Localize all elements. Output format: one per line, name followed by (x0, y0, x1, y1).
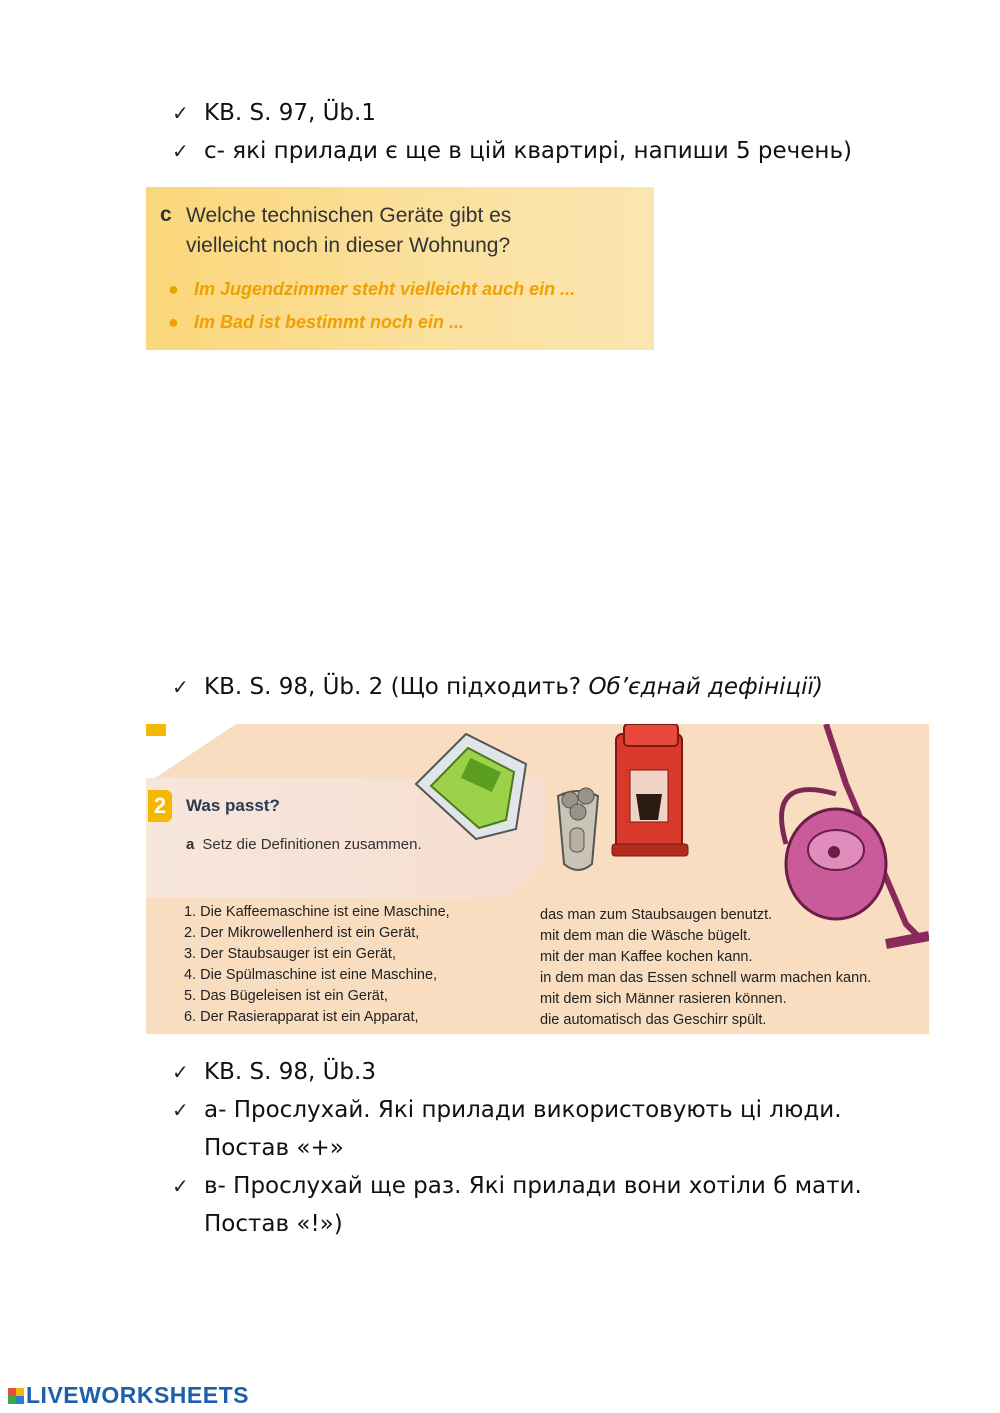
checklist-item (172, 1167, 924, 1243)
check-icon: ✓ (172, 1098, 189, 1122)
list-item: mit dem sich Männer rasieren können. (540, 991, 787, 1007)
item-text: KB. S. 98, Üb.3 (204, 1059, 376, 1085)
list-item: in dem man das Essen schnell warm machen kann. (540, 970, 872, 986)
exercise-question: Welche technischen Geräte gibt es vielleicht noch in dieser Wohnung? (186, 204, 512, 257)
liveworksheets-logo[interactable] (8, 1382, 249, 1409)
item-text: KB. S. 98, Üb. 2 (Що підходить? Об’єднай дефініції) (204, 674, 823, 700)
item-text: в- Прослухай ще раз. Які прилади вони хотіли б мати. Постав «!») (204, 1173, 862, 1237)
list-item: das man zum Staubsaugen benutzt. (540, 907, 773, 923)
item-text: KB. S. 97, Üb.1 (204, 100, 376, 126)
bullet-icon: ● (168, 312, 179, 332)
exercise-letter: c (160, 203, 172, 226)
list-item: 6. Der Rasierapparat ist ein Apparat, (184, 1009, 419, 1025)
check-icon: ✓ (172, 675, 189, 699)
list-item: mit dem man die Wäsche bügelt. (540, 928, 752, 944)
list-item: 5. Das Bügeleisen ist ein Gerät, (184, 988, 388, 1004)
check-icon: ✓ (172, 101, 189, 125)
bullet-icon: ● (168, 279, 179, 299)
item-text: а- Прослухай. Які прилади використовують ці люди. Постав «+» (204, 1097, 842, 1161)
coffee-machine-icon (612, 724, 688, 856)
exercise-title: Was passt? (186, 796, 280, 815)
check-icon: ✓ (172, 1174, 189, 1198)
exercise-bullet: ● Im Jugendzimmer steht vielleicht auch ein ... (168, 279, 576, 299)
exercise-2-box (146, 724, 929, 1034)
exercise-bullet: ● Im Bad ist bestimmt noch ein ... (168, 312, 465, 332)
logo-text: LIVEWORKSHEETS (26, 1382, 249, 1408)
definitions-left (184, 902, 450, 1028)
logo-icon (8, 1388, 24, 1404)
item-text: c- які прилади є ще в цій квартирі, напиши 5 речень) (204, 138, 852, 164)
list-item: 1. Die Kaffeemaschine ist eine Maschine, (184, 904, 450, 920)
list-item: die automatisch das Geschirr spült. (540, 1012, 767, 1028)
exercise-c-box (146, 187, 654, 350)
list-item: 4. Die Spülmaschine ist eine Maschine, (184, 967, 438, 983)
checklist-item (172, 1091, 924, 1167)
exercise-number: 2 (148, 790, 172, 822)
checklist-item (172, 132, 924, 170)
list-item: 3. Der Staubsauger ist ein Gerät, (184, 946, 396, 962)
exercise-instruction: a Setz die Definitionen zusammen. (186, 836, 422, 853)
list-item: 2. Der Mikrowellenherd ist ein Gerät, (184, 925, 420, 941)
checklist-item (172, 1053, 924, 1091)
iron-icon (416, 734, 526, 839)
checklist-item (172, 94, 924, 132)
list-item: mit der man Kaffee kochen kann. (540, 949, 753, 965)
check-icon: ✓ (172, 139, 189, 163)
check-icon: ✓ (172, 1060, 189, 1084)
checklist-item (172, 668, 924, 706)
definitions-right (540, 905, 871, 1031)
shaver-icon (558, 788, 598, 870)
